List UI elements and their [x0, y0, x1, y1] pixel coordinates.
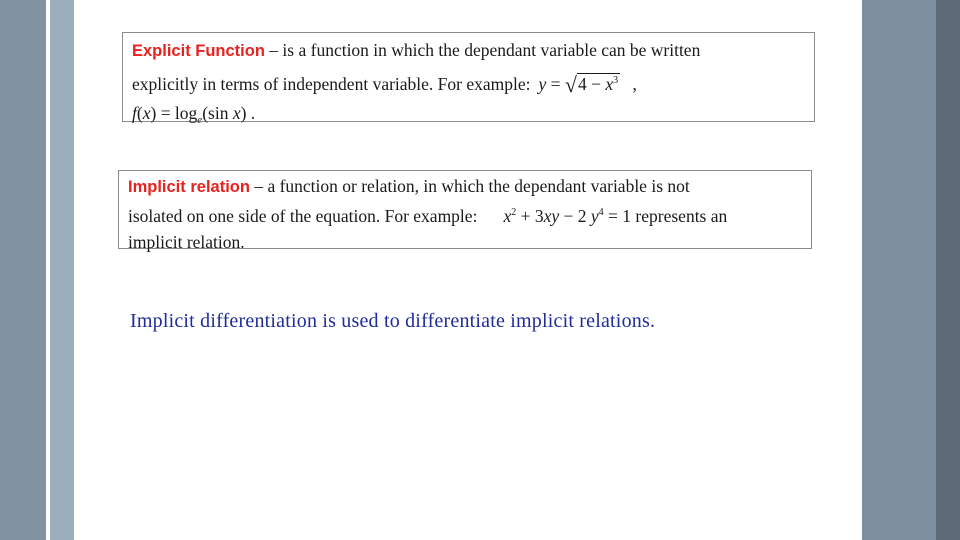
explicit-function-term: Explicit Function	[132, 42, 265, 60]
left-frame-inner-bar	[50, 0, 74, 540]
explicit-example-1: $y = √4 - x^3$	[538, 72, 619, 97]
explicit-example-2: $f(x) = \log_e(\sin$ x)	[132, 103, 247, 126]
implicit-definition-tail: represents an	[631, 206, 728, 226]
explicit-function-definition-box	[122, 32, 815, 126]
explicit-line-1	[132, 36, 804, 66]
explicit-line-2	[132, 66, 804, 99]
explicit-example-2-trail: .	[246, 103, 256, 123]
right-frame-bar	[862, 0, 936, 540]
left-frame-bar	[0, 0, 46, 540]
implicit-definition-line2: isolated on one side of the equation. For example:	[128, 206, 478, 226]
implicit-relation-term: Implicit relation	[128, 178, 250, 196]
explicit-line-3	[132, 99, 804, 135]
right-frame-outer-bar	[936, 0, 960, 540]
implicit-line-3	[128, 229, 801, 255]
implicit-example-equation: $x^2 + 3xy - 2$ $y^4 = 1$	[503, 206, 632, 226]
implicit-relation-definition-box	[118, 170, 812, 252]
implicit-line-2	[128, 200, 801, 229]
implicit-line-1	[128, 173, 801, 200]
implicit-definition-line1: – a function or relation, in which the dependant variable is not	[249, 176, 690, 196]
explicit-definition-line1: – is a function in which the dependant variable can be written	[264, 40, 701, 60]
summary-statement: Implicit differentiation is used to differentiate implicit relations.	[130, 310, 656, 332]
explicit-definition-line2: explicitly in terms of independent variable. For example:	[132, 74, 531, 94]
implicit-definition-line3: implicit relation.	[128, 232, 245, 252]
explicit-example-1-trail: ,	[628, 74, 637, 94]
